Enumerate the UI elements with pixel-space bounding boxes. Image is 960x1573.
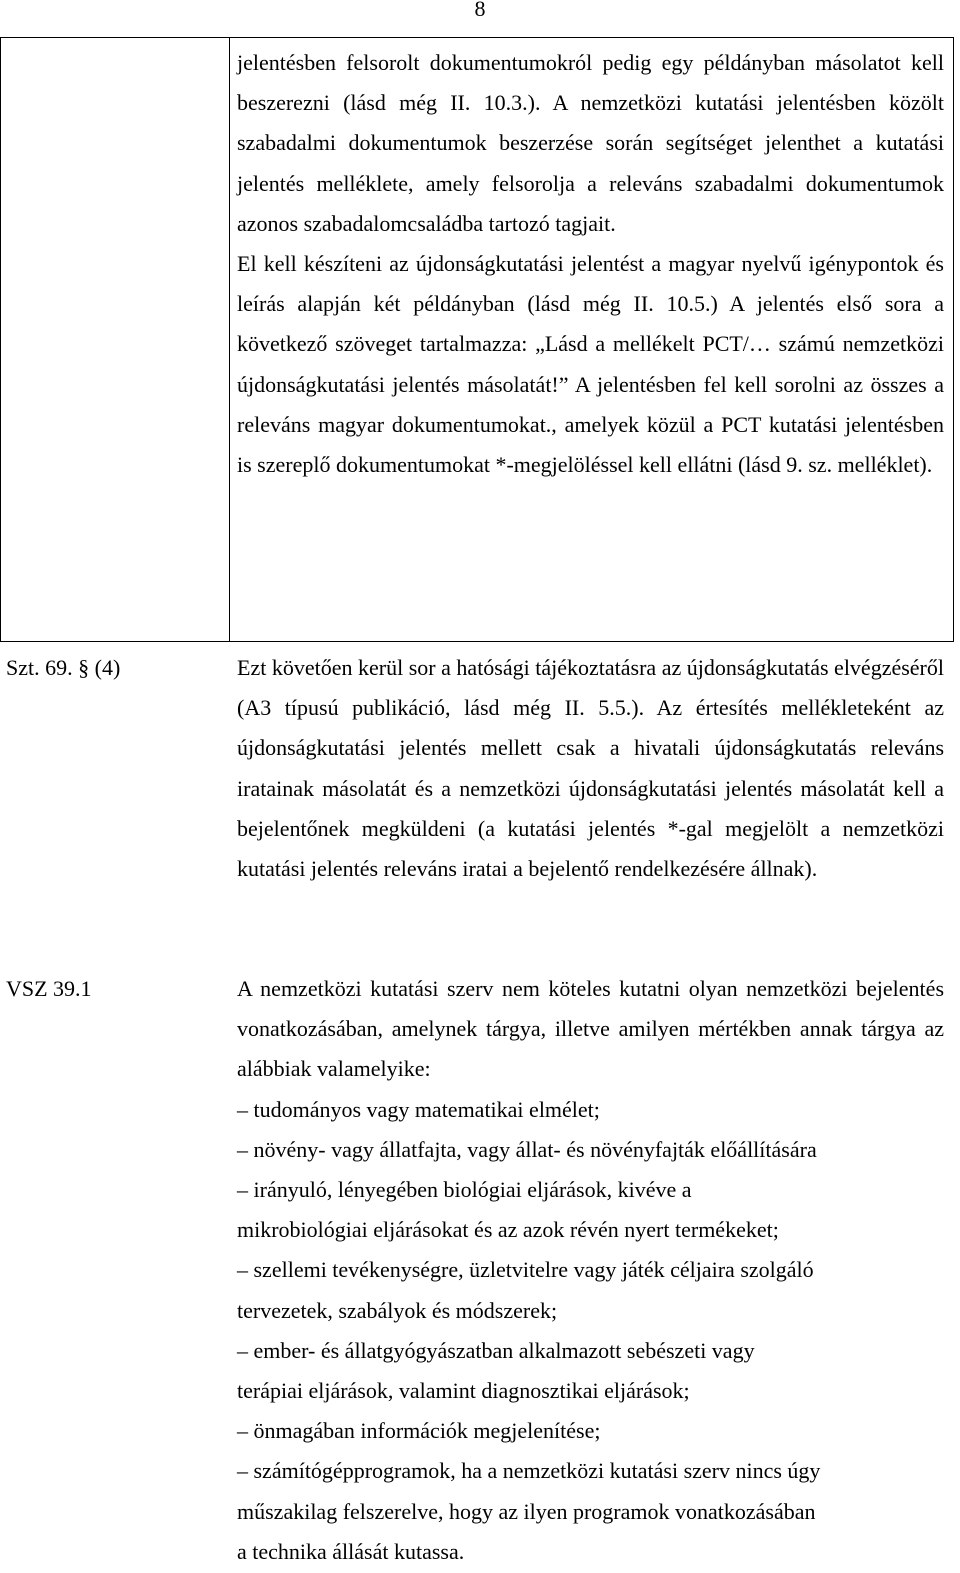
- paragraph-continuation: jelentésben felsorolt dokumentumokról pedig egy példányban másolatot kell beszerezni (lásd még II. 10.3.). A nemzetközi kutatási jelentésben közölt szabadalmi dokumentumok beszerzése során segítséget jelenthet a kutatási jelentés melléklete, amely felsorolja a releváns szabadalmi dokumentumok azonos szabadalomcsaládba tartozó tagjait.: [237, 50, 944, 236]
- exclusions-intro: A nemzetközi kutatási szerv nem köteles kutatni olyan nemzetközi bejelentés vonatkozásában, amelynek tárgya, illetve amilyen mértékben annak tárgya az alábbiak valamelyike:: [237, 976, 944, 1082]
- list-item: mikrobiológiai eljárásokat és az azok révén nyert termékeket;: [237, 1217, 779, 1243]
- page-number: 8: [474, 0, 486, 21]
- paragraph-exclusions: [237, 969, 944, 1572]
- list-item: – önmagában információk megjelenítése;: [237, 1418, 601, 1444]
- paragraph-report-preparation: El kell készíteni az újdonságkutatási jelentést a magyar nyelvű igénypontok és leírás alapján két példányban (lásd még II. 10.5.) A jelentés első sora a következő szöveget tartalmazza: „Lásd a mellékelt PCT/… számú nemzetközi újdonságkutatási jelentés másolatát!” A jelentésben fel kell sorolni az összes a releváns magyar dokumentumokat., amelyek közül a PCT kutatási jelentésben is szereplő dokumentumokat *-megjelöléssel kell ellátni (lásd 9. sz. melléklet).: [237, 251, 944, 478]
- paragraph-notification: [237, 648, 944, 889]
- list-item: műszakilag felszerelve, hogy az ilyen programok vonatkozásában: [237, 1498, 816, 1524]
- list-item: – tudományos vagy matematikai elmélet;: [237, 1096, 600, 1122]
- list-item: terápiai eljárások, valamint diagnosztikai eljárások;: [237, 1378, 690, 1404]
- list-item: – növény- vagy állatfajta, vagy állat- és növényfajták előállítására: [237, 1136, 817, 1162]
- list-item: – irányuló, lényegében biológiai eljárások, kivéve a: [237, 1177, 692, 1203]
- reference-label-vsz-39-1: VSZ 39.1: [6, 976, 92, 1001]
- reference-label-szt-69: Szt. 69. § (4): [6, 655, 121, 680]
- list-item: tervezetek, szabályok és módszerek;: [237, 1297, 558, 1323]
- list-item: – ember- és állatgyógyászatban alkalmazott sebészeti vagy: [237, 1337, 755, 1363]
- list-item: – számítógépprogramok, ha a nemzetközi kutatási szerv nincs úgy: [237, 1458, 821, 1484]
- top-block-text: [237, 43, 944, 485]
- column-divider: [229, 38, 230, 641]
- paragraph-text: Ezt követően kerül sor a hatósági tájékoztatásra az újdonságkutatás elvégzéséről (A3 típusú publikáció, lásd még II. 5.5.). Az értesítés mellékleteként az újdonságkutatási jelentés mellett csak a hivatali újdonságkutatás releváns iratainak másolatát és a nemzetközi újdonságkutatási jelentés másolatát kell a bejelentőnek megküldeni (a kutatási jelentés *-gal megjelölt a nemzetközi kutatási jelentés releváns iratai a bejelentő rendelkezésére állnak).: [237, 655, 944, 882]
- list-item: a technika állását kutassa.: [237, 1538, 465, 1564]
- list-item: – szellemi tevékenységre, üzletvitelre vagy játék céljaira szolgáló: [237, 1257, 814, 1283]
